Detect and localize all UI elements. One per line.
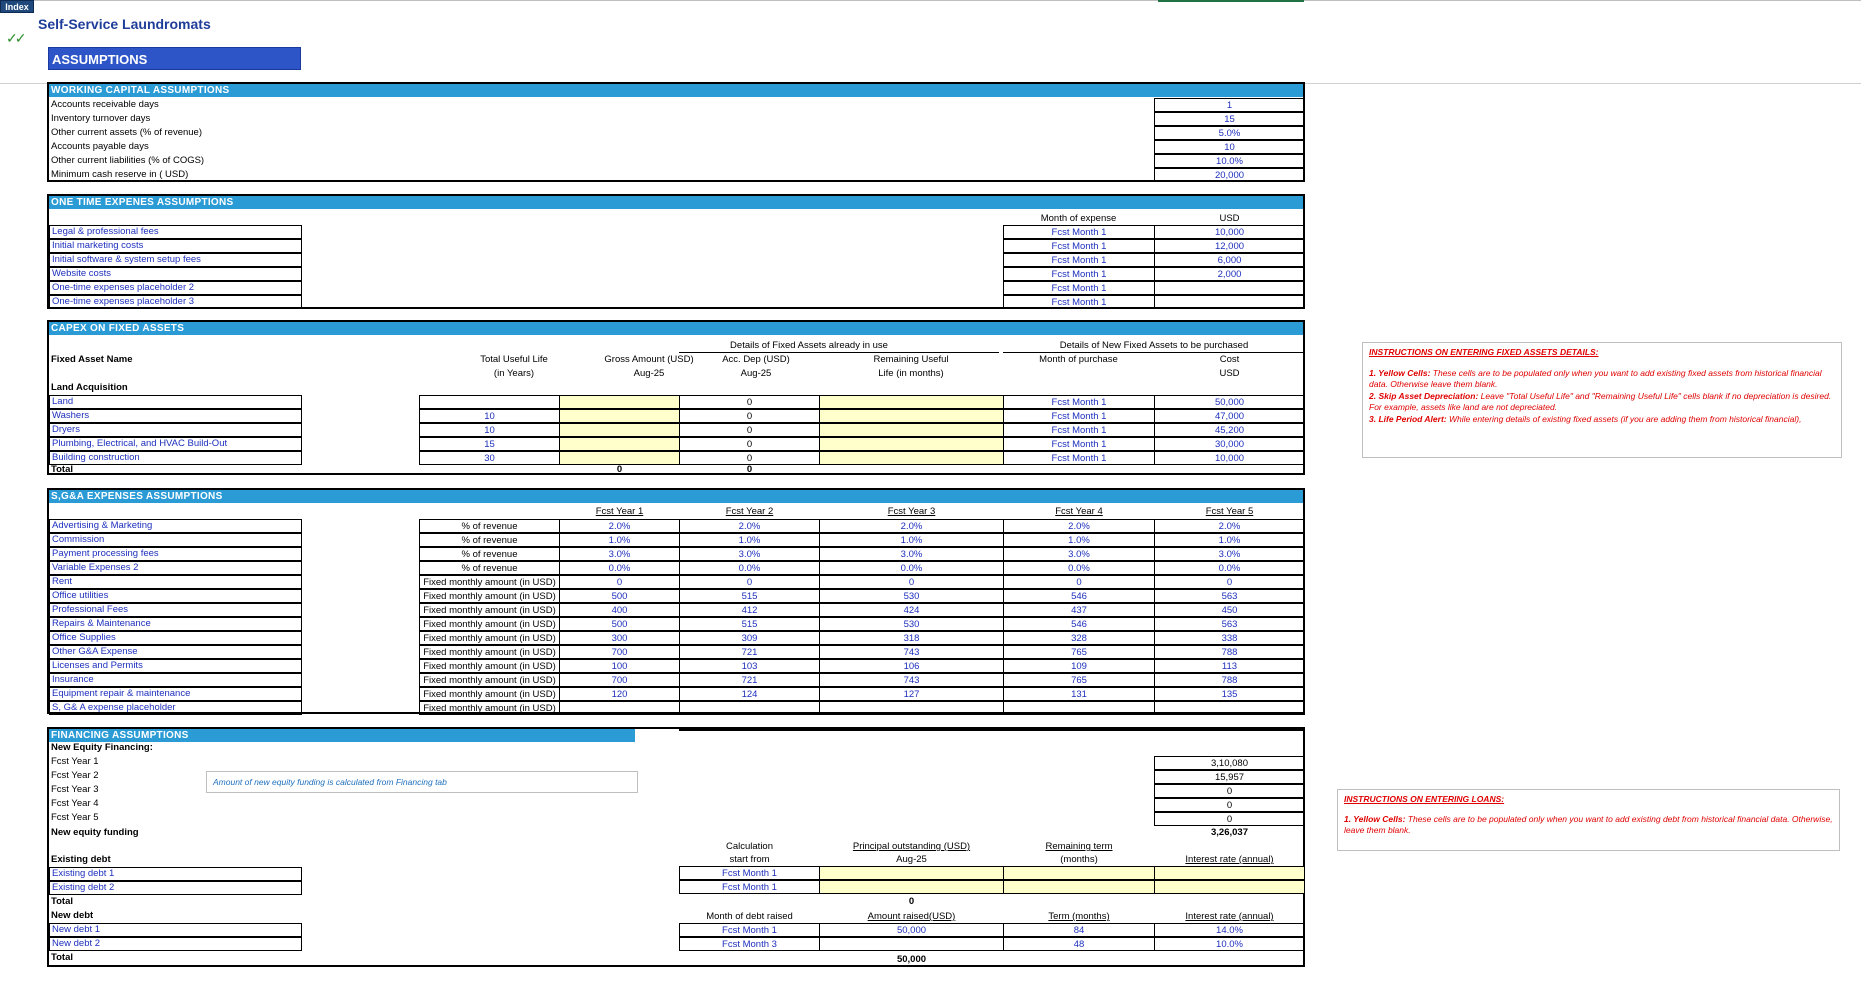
ote-usd-cell[interactable]: 2,000 bbox=[1154, 267, 1305, 281]
wc-row-label: Other current assets (% of revenue) bbox=[51, 127, 203, 138]
cost-cell[interactable]: 45,200 bbox=[1154, 423, 1305, 437]
equity-year-label: Fcst Year 4 bbox=[51, 798, 99, 809]
sga-value-cell[interactable] bbox=[679, 701, 820, 715]
sga-section bbox=[47, 488, 1305, 714]
cost-cell[interactable]: 47,000 bbox=[1154, 409, 1305, 423]
useful-life-cell[interactable]: 15 bbox=[419, 437, 560, 451]
fixed-assets-instructions-title: INSTRUCTIONS ON ENTERING FIXED ASSETS DETAILS: bbox=[1369, 347, 1599, 357]
sga-row-label[interactable]: Payment processing fees bbox=[49, 547, 302, 561]
term-cell[interactable]: 84 bbox=[1003, 923, 1155, 937]
ote-row-label[interactable]: Website costs bbox=[49, 267, 302, 281]
sga-value-cell[interactable]: 2.0% bbox=[1154, 519, 1305, 533]
sga-value-cell[interactable]: 1.0% bbox=[1154, 533, 1305, 547]
sga-header: S,G&A EXPENSES ASSUMPTIONS bbox=[49, 490, 1303, 503]
existing-debt-total-label: Total bbox=[51, 896, 73, 907]
sga-value-cell[interactable]: 530 bbox=[819, 589, 1004, 603]
sga-value-cell[interactable]: 127 bbox=[819, 687, 1004, 701]
capex-total-gross: 0 bbox=[616, 464, 623, 475]
equity-year-label: Fcst Year 1 bbox=[51, 756, 99, 767]
working-capital-header: WORKING CAPITAL ASSUMPTIONS bbox=[49, 84, 1303, 97]
ote-usd-cell[interactable]: 6,000 bbox=[1154, 253, 1305, 267]
fixed-assets-instructions bbox=[1362, 342, 1842, 458]
month-raised-cell[interactable]: Fcst Month 1 bbox=[679, 923, 820, 937]
active-column-indicator bbox=[1158, 0, 1304, 2]
sga-value-cell[interactable]: 0.0% bbox=[1154, 561, 1305, 575]
sga-value-cell[interactable]: 1.0% bbox=[1003, 533, 1155, 547]
sga-type-cell[interactable]: Fixed monthly amount (in USD) bbox=[419, 645, 560, 659]
assumptions-label: ASSUMPTIONS bbox=[48, 47, 301, 70]
capex-row-label[interactable]: Dryers bbox=[49, 423, 302, 437]
new-equity-funding-label: New equity funding bbox=[51, 827, 139, 838]
remaining-term-subheader: (months) bbox=[1060, 854, 1098, 865]
equity-year-label: Fcst Year 5 bbox=[51, 812, 99, 823]
capex-row-label[interactable]: Land bbox=[49, 395, 302, 409]
gross-amount-date: Aug-25 bbox=[633, 368, 665, 379]
sga-value-cell[interactable]: 318 bbox=[819, 631, 1004, 645]
sga-value-cell[interactable]: 788 bbox=[1154, 645, 1305, 659]
ote-row-label[interactable]: One-time expenses placeholder 2 bbox=[49, 281, 302, 295]
existing-debt-total: 0 bbox=[908, 896, 915, 907]
instruction-bold: 2. Skip Asset Depreciation: bbox=[1369, 390, 1479, 401]
financing-section bbox=[47, 727, 1305, 967]
new-debt-label: New debt bbox=[51, 910, 94, 921]
fixed-asset-name-header: Fixed Asset Name bbox=[51, 354, 133, 365]
sga-value-cell[interactable] bbox=[559, 701, 680, 715]
ote-month-cell[interactable]: Fcst Month 1 bbox=[1003, 239, 1155, 253]
sga-value-cell[interactable]: 0 bbox=[1154, 575, 1305, 589]
capex-header: CAPEX ON FIXED ASSETS bbox=[49, 322, 1303, 335]
existing-interest-header: Interest rate (annual) bbox=[1185, 854, 1274, 865]
sga-value-cell[interactable]: 437 bbox=[1003, 603, 1155, 617]
sga-value-cell[interactable]: 3.0% bbox=[1003, 547, 1155, 561]
useful-life-cell[interactable]: 10 bbox=[419, 409, 560, 423]
existing-debt-label: Existing debt bbox=[51, 854, 111, 865]
term-header: Term (months) bbox=[1048, 911, 1110, 922]
sga-value-cell[interactable] bbox=[1154, 701, 1305, 715]
interest-input[interactable] bbox=[1154, 880, 1305, 894]
checkmark-icon: ✓✓ bbox=[6, 30, 24, 46]
wc-row-label: Inventory turnover days bbox=[51, 113, 151, 124]
acc-dep-cell[interactable]: 0 bbox=[679, 437, 820, 451]
ote-month-cell[interactable]: Fcst Month 1 bbox=[1003, 253, 1155, 267]
interest-input[interactable] bbox=[1154, 866, 1305, 880]
purchase-month-cell[interactable]: Fcst Month 1 bbox=[1003, 437, 1155, 451]
acc-dep-cell[interactable]: 0 bbox=[679, 423, 820, 437]
sga-value-cell[interactable]: 124 bbox=[679, 687, 820, 701]
sga-value-cell[interactable]: 2.0% bbox=[559, 519, 680, 533]
ote-month-cell[interactable]: Fcst Month 1 bbox=[1003, 267, 1155, 281]
calc-start-cell[interactable]: Fcst Month 1 bbox=[679, 866, 820, 880]
sga-value-cell[interactable]: 700 bbox=[559, 673, 680, 687]
sga-value-cell[interactable]: 424 bbox=[819, 603, 1004, 617]
sga-value-cell[interactable]: 500 bbox=[559, 589, 680, 603]
remaining-life-input[interactable] bbox=[819, 409, 1004, 423]
wc-value-cell[interactable]: 10.0% bbox=[1154, 154, 1305, 168]
remaining-life-input[interactable] bbox=[819, 451, 1004, 465]
sga-value-cell[interactable]: 788 bbox=[1154, 673, 1305, 687]
page-title: Self-Service Laundromats bbox=[38, 16, 211, 32]
principal-date: Aug-25 bbox=[896, 854, 927, 865]
equity-value-cell[interactable]: 3,10,080 bbox=[1154, 756, 1305, 770]
sga-row-label[interactable]: Insurance bbox=[49, 673, 302, 687]
sga-type-cell[interactable]: Fixed monthly amount (in USD) bbox=[419, 701, 560, 715]
instruction-text: These cells are to be populated only when you want to add existing fixed assets from historical financial data. Otherwise leave them blank. bbox=[1369, 367, 1822, 389]
cost-cell[interactable]: 10,000 bbox=[1154, 451, 1305, 465]
remaining-life-input[interactable] bbox=[819, 423, 1004, 437]
sga-value-cell[interactable]: 0 bbox=[819, 575, 1004, 589]
principal-input[interactable] bbox=[819, 866, 1004, 880]
ote-usd-cell[interactable]: 10,000 bbox=[1154, 225, 1305, 239]
ote-month-col-header: Month of expense bbox=[1040, 213, 1117, 224]
sga-value-cell[interactable]: 743 bbox=[819, 645, 1004, 659]
wc-value-cell[interactable]: 15 bbox=[1154, 112, 1305, 126]
sga-value-cell[interactable]: 0 bbox=[679, 575, 820, 589]
sga-value-cell[interactable]: 0.0% bbox=[1003, 561, 1155, 575]
new-interest-header: Interest rate (annual) bbox=[1185, 911, 1274, 922]
sga-row-label[interactable]: Office utilities bbox=[49, 589, 302, 603]
amount-raised-cell[interactable] bbox=[819, 937, 1004, 951]
sga-value-cell[interactable]: 3.0% bbox=[679, 547, 820, 561]
sga-value-cell[interactable] bbox=[819, 701, 1004, 715]
sga-row-label[interactable]: S, G& A expense placeholder bbox=[49, 701, 302, 715]
year-header: Fcst Year 5 bbox=[1205, 506, 1254, 517]
acc-dep-cell[interactable]: 0 bbox=[679, 409, 820, 423]
calc-start-header: Calculation bbox=[726, 841, 773, 852]
ote-usd-col-header: USD bbox=[1219, 213, 1240, 224]
sga-value-cell[interactable]: 120 bbox=[559, 687, 680, 701]
new-debt-row-label[interactable]: New debt 1 bbox=[49, 923, 302, 937]
cost-cell[interactable]: 50,000 bbox=[1154, 395, 1305, 409]
sga-value-cell[interactable]: 100 bbox=[559, 659, 680, 673]
sga-value-cell[interactable]: 1.0% bbox=[559, 533, 680, 547]
sga-type-cell[interactable]: % of revenue bbox=[419, 547, 560, 561]
sga-value-cell[interactable]: 109 bbox=[1003, 659, 1155, 673]
year-header: Fcst Year 3 bbox=[887, 506, 936, 517]
sga-type-cell[interactable]: Fixed monthly amount (in USD) bbox=[419, 673, 560, 687]
wc-row-label: Other current liabilities (% of COGS) bbox=[51, 155, 205, 166]
ote-usd-cell[interactable]: 12,000 bbox=[1154, 239, 1305, 253]
purchase-month-cell[interactable]: Fcst Month 1 bbox=[1003, 451, 1155, 465]
sga-value-cell[interactable]: 721 bbox=[679, 645, 820, 659]
sga-value-cell[interactable]: 309 bbox=[679, 631, 820, 645]
loan-instructions-title: INSTRUCTIONS ON ENTERING LOANS: bbox=[1344, 794, 1505, 804]
loan-instructions bbox=[1337, 789, 1840, 851]
interest-rate-cell[interactable]: 10.0% bbox=[1154, 937, 1305, 951]
sga-row-label[interactable]: Office Supplies bbox=[49, 631, 302, 645]
land-acquisition-subheader: Land Acquisition bbox=[51, 382, 128, 393]
sga-value-cell[interactable]: 300 bbox=[559, 631, 680, 645]
sga-value-cell[interactable]: 2.0% bbox=[679, 519, 820, 533]
wc-value-cell[interactable]: 5.0% bbox=[1154, 126, 1305, 140]
sga-value-cell[interactable]: 328 bbox=[1003, 631, 1155, 645]
sga-row-label[interactable]: Licenses and Permits bbox=[49, 659, 302, 673]
ote-row-label[interactable]: Initial marketing costs bbox=[49, 239, 302, 253]
capex-section bbox=[47, 320, 1305, 475]
capex-total-dep: 0 bbox=[746, 464, 753, 475]
new-debt-total: 50,000 bbox=[896, 954, 927, 965]
new-equity-funding-total: 3,26,037 bbox=[1211, 827, 1248, 838]
sga-value-cell[interactable]: 3.0% bbox=[819, 547, 1004, 561]
sga-type-cell[interactable]: % of revenue bbox=[419, 533, 560, 547]
sga-value-cell[interactable]: 743 bbox=[819, 673, 1004, 687]
year-header: Fcst Year 4 bbox=[1055, 506, 1103, 517]
sga-value-cell[interactable]: 0 bbox=[1003, 575, 1155, 589]
useful-life-cell[interactable]: 30 bbox=[419, 451, 560, 465]
ote-row-label[interactable]: Initial software & system setup fees bbox=[49, 253, 302, 267]
principal-input[interactable] bbox=[819, 880, 1004, 894]
acc-dep-cell[interactable]: 0 bbox=[679, 451, 820, 465]
sga-value-cell[interactable]: 0.0% bbox=[819, 561, 1004, 575]
amount-raised-cell[interactable]: 50,000 bbox=[819, 923, 1004, 937]
sga-type-cell[interactable]: Fixed monthly amount (in USD) bbox=[419, 603, 560, 617]
month-raised-cell[interactable]: Fcst Month 3 bbox=[679, 937, 820, 951]
instruction-text: While entering details of existing fixed assets (if you are adding them from historical financial), bbox=[1446, 413, 1802, 424]
new-debt-row-label[interactable]: New debt 2 bbox=[49, 937, 302, 951]
sga-value-cell[interactable]: 412 bbox=[679, 603, 820, 617]
existing-debt-row-label[interactable]: Existing debt 1 bbox=[49, 867, 302, 881]
instruction-text: These cells are to be populated only when you want to add existing debt from historical financial data. Otherwise, leave them blank. bbox=[1344, 813, 1833, 835]
sga-value-cell[interactable]: 1.0% bbox=[819, 533, 1004, 547]
gross-amount-input[interactable] bbox=[559, 409, 680, 423]
sga-row-label[interactable]: Professional Fees bbox=[49, 603, 302, 617]
sga-value-cell[interactable]: 0.0% bbox=[559, 561, 680, 575]
sga-type-cell[interactable]: % of revenue bbox=[419, 519, 560, 533]
year-header: Fcst Year 2 bbox=[725, 506, 774, 517]
instruction-text: Leave "Total Useful Life" and "Remaining Useful Life" cells blank if no depreciation is desired. bbox=[1478, 390, 1832, 401]
sga-value-cell[interactable]: 338 bbox=[1154, 631, 1305, 645]
new-equity-label: New Equity Financing: bbox=[51, 742, 153, 753]
ote-usd-cell[interactable] bbox=[1154, 281, 1305, 295]
existing-debt-row-label[interactable]: Existing debt 2 bbox=[49, 881, 302, 895]
purchase-month-header: Month of purchase bbox=[1039, 354, 1118, 365]
sga-value-cell[interactable]: 765 bbox=[1003, 645, 1155, 659]
remaining-life-input[interactable] bbox=[819, 437, 1004, 451]
month-raised-header: Month of debt raised bbox=[706, 911, 793, 922]
sga-value-cell[interactable]: 515 bbox=[679, 617, 820, 631]
sga-value-cell[interactable]: 2.0% bbox=[1003, 519, 1155, 533]
sga-value-cell[interactable]: 131 bbox=[1003, 687, 1155, 701]
instruction-bold: 3. Life Period Alert: bbox=[1369, 413, 1447, 424]
wc-row-label: Accounts payable days bbox=[51, 141, 149, 152]
sga-row-label[interactable]: Other G&A Expense bbox=[49, 645, 302, 659]
equity-value-cell[interactable]: 0 bbox=[1154, 812, 1305, 826]
ote-month-cell[interactable]: Fcst Month 1 bbox=[1003, 295, 1155, 309]
grid-line bbox=[0, 0, 1861, 1]
acc-dep-header: Acc. Dep (USD) bbox=[722, 354, 790, 365]
acc-dep-cell[interactable]: 0 bbox=[679, 395, 820, 409]
sga-type-cell[interactable]: Fixed monthly amount (in USD) bbox=[419, 659, 560, 673]
new-assets-group-header: Details of New Fixed Assets to be purchased bbox=[1059, 340, 1249, 351]
remaining-life-subheader: Life (in months) bbox=[878, 368, 944, 379]
sga-type-cell[interactable]: Fixed monthly amount (in USD) bbox=[419, 617, 560, 631]
sga-row-label[interactable]: Commission bbox=[49, 533, 302, 547]
gross-amount-input[interactable] bbox=[559, 423, 680, 437]
equity-year-label: Fcst Year 2 bbox=[51, 770, 99, 781]
remaining-term-input[interactable] bbox=[1003, 866, 1155, 880]
sga-value-cell[interactable]: 765 bbox=[1003, 673, 1155, 687]
sga-row-label[interactable]: Rent bbox=[49, 575, 302, 589]
sga-value-cell[interactable]: 515 bbox=[679, 589, 820, 603]
useful-life-header: Total Useful Life bbox=[480, 354, 548, 365]
calc-start-cell[interactable]: Fcst Month 1 bbox=[679, 880, 820, 894]
sga-value-cell[interactable]: 135 bbox=[1154, 687, 1305, 701]
cost-header: Cost bbox=[1219, 354, 1240, 365]
equity-value-cell[interactable]: 0 bbox=[1154, 798, 1305, 812]
sga-value-cell[interactable]: 2.0% bbox=[819, 519, 1004, 533]
sga-value-cell[interactable]: 0.0% bbox=[679, 561, 820, 575]
cost-currency: USD bbox=[1219, 368, 1240, 379]
sga-value-cell[interactable]: 721 bbox=[679, 673, 820, 687]
useful-life-subheader: (in Years) bbox=[493, 368, 535, 379]
purchase-month-cell[interactable]: Fcst Month 1 bbox=[1003, 409, 1155, 423]
term-cell[interactable]: 48 bbox=[1003, 937, 1155, 951]
sga-value-cell[interactable]: 103 bbox=[679, 659, 820, 673]
ote-row-label[interactable]: One-time expenses placeholder 3 bbox=[49, 295, 302, 309]
ote-usd-cell[interactable] bbox=[1154, 295, 1305, 309]
calc-start-subheader: start from bbox=[729, 854, 770, 865]
sga-value-cell[interactable]: 500 bbox=[559, 617, 680, 631]
ote-row-label[interactable]: Legal & professional fees bbox=[49, 225, 302, 239]
purchase-month-cell[interactable]: Fcst Month 1 bbox=[1003, 395, 1155, 409]
equity-info-note: Amount of new equity funding is calculated from Financing tab bbox=[206, 771, 638, 793]
sga-value-cell[interactable]: 563 bbox=[1154, 617, 1305, 631]
principal-header: Principal outstanding (USD) bbox=[852, 841, 971, 852]
sga-value-cell[interactable]: 106 bbox=[819, 659, 1004, 673]
sga-value-cell[interactable]: 546 bbox=[1003, 589, 1155, 603]
wc-value-cell[interactable]: 1 bbox=[1154, 98, 1305, 112]
sga-value-cell[interactable]: 450 bbox=[1154, 603, 1305, 617]
remaining-life-input[interactable] bbox=[819, 395, 1004, 409]
amount-raised-header: Amount raised(USD) bbox=[867, 911, 956, 922]
ote-month-cell[interactable]: Fcst Month 1 bbox=[1003, 225, 1155, 239]
acc-dep-date: Aug-25 bbox=[740, 368, 772, 379]
sga-type-cell[interactable]: Fixed monthly amount (in USD) bbox=[419, 687, 560, 701]
useful-life-cell[interactable]: 10 bbox=[419, 423, 560, 437]
useful-life-cell[interactable] bbox=[419, 395, 560, 409]
capex-row-label[interactable]: Plumbing, Electrical, and HVAC Build-Out bbox=[49, 437, 302, 451]
gross-amount-header: Gross Amount (USD) bbox=[604, 354, 694, 365]
sga-type-cell[interactable]: Fixed monthly amount (in USD) bbox=[419, 575, 560, 589]
interest-rate-cell[interactable]: 14.0% bbox=[1154, 923, 1305, 937]
index-tab[interactable]: Index bbox=[0, 0, 34, 13]
equity-year-label: Fcst Year 3 bbox=[51, 784, 99, 795]
cost-cell[interactable]: 30,000 bbox=[1154, 437, 1305, 451]
wc-row-label: Accounts receivable days bbox=[51, 99, 159, 110]
instruction-text: For example, assets like land are not depreciated. bbox=[1369, 402, 1558, 412]
one-time-expenses-section bbox=[47, 194, 1305, 309]
section-rule bbox=[679, 729, 1305, 731]
equity-value-cell[interactable]: 15,957 bbox=[1154, 770, 1305, 784]
sga-value-cell[interactable]: 530 bbox=[819, 617, 1004, 631]
sga-type-cell[interactable]: Fixed monthly amount (in USD) bbox=[419, 589, 560, 603]
existing-assets-group-header: Details of Fixed Assets already in use bbox=[730, 340, 888, 351]
instruction-bold: 1. Yellow Cells: bbox=[1369, 367, 1431, 378]
sga-value-cell[interactable]: 3.0% bbox=[1154, 547, 1305, 561]
sga-value-cell[interactable]: 400 bbox=[559, 603, 680, 617]
new-debt-total-label: Total bbox=[51, 952, 73, 963]
sga-value-cell[interactable]: 700 bbox=[559, 645, 680, 659]
financing-header: FINANCING ASSUMPTIONS bbox=[49, 729, 635, 742]
sga-value-cell[interactable]: 113 bbox=[1154, 659, 1305, 673]
sga-type-cell[interactable]: Fixed monthly amount (in USD) bbox=[419, 631, 560, 645]
gross-amount-input[interactable] bbox=[559, 437, 680, 451]
sga-value-cell[interactable]: 1.0% bbox=[679, 533, 820, 547]
instruction-bold: 1. Yellow Cells: bbox=[1344, 813, 1406, 824]
sga-value-cell[interactable]: 0 bbox=[559, 575, 680, 589]
sga-value-cell[interactable]: 563 bbox=[1154, 589, 1305, 603]
sga-value-cell[interactable] bbox=[1003, 701, 1155, 715]
wc-value-cell[interactable]: 20,000 bbox=[1154, 168, 1305, 182]
wc-row-label: Minimum cash reserve in ( USD) bbox=[51, 169, 189, 180]
one-time-expenses-header: ONE TIME EXPENES ASSUMPTIONS bbox=[49, 196, 1303, 209]
gross-amount-input[interactable] bbox=[559, 395, 680, 409]
sga-value-cell[interactable]: 3.0% bbox=[559, 547, 680, 561]
sga-row-label[interactable]: Advertising & Marketing bbox=[49, 519, 302, 533]
purchase-month-cell[interactable]: Fcst Month 1 bbox=[1003, 423, 1155, 437]
remaining-term-header: Remaining term bbox=[1045, 841, 1113, 852]
sga-row-label[interactable]: Repairs & Maintenance bbox=[49, 617, 302, 631]
sga-row-label[interactable]: Variable Expenses 2 bbox=[49, 561, 302, 575]
equity-value-cell[interactable]: 0 bbox=[1154, 784, 1305, 798]
sga-type-cell[interactable]: % of revenue bbox=[419, 561, 560, 575]
sga-value-cell[interactable]: 546 bbox=[1003, 617, 1155, 631]
sga-row-label[interactable]: Equipment repair & maintenance bbox=[49, 687, 302, 701]
capex-row-label[interactable]: Building construction bbox=[49, 451, 302, 465]
remaining-life-header: Remaining Useful bbox=[873, 354, 949, 365]
working-capital-section bbox=[47, 82, 1305, 182]
capex-row-label[interactable]: Washers bbox=[49, 409, 302, 423]
year-header: Fcst Year 1 bbox=[595, 506, 644, 517]
ote-month-cell[interactable]: Fcst Month 1 bbox=[1003, 281, 1155, 295]
capex-total-label: Total bbox=[51, 464, 73, 475]
wc-value-cell[interactable]: 10 bbox=[1154, 140, 1305, 154]
remaining-term-input[interactable] bbox=[1003, 880, 1155, 894]
